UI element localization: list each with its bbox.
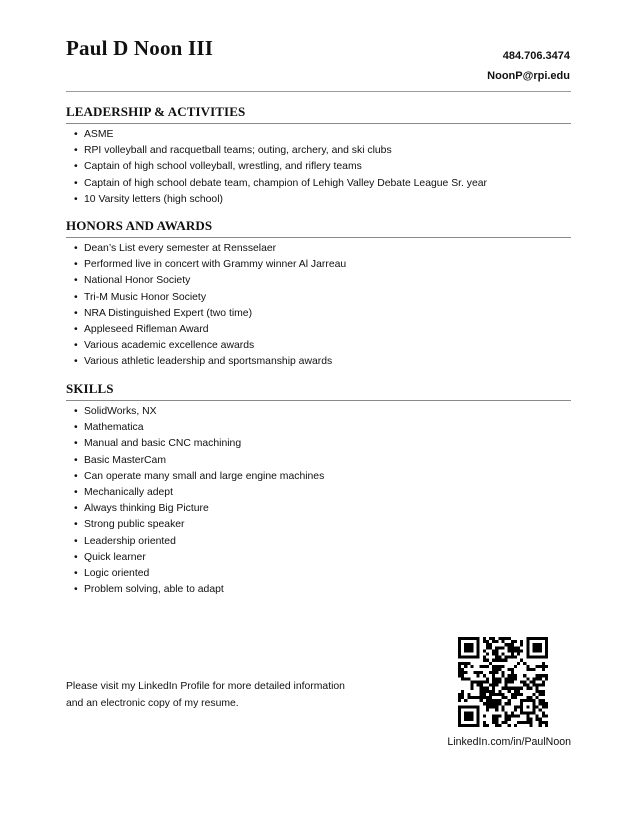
leadership-section [66,104,571,208]
skills-section [66,381,571,598]
skills-list-item: • Leadership oriented [74,534,571,550]
leadership-list-item: • Captain of high school debate team, champion of Lehigh Valley Debate League Sr. year [74,176,571,192]
honors-list-item: • National Honor Society [74,273,571,289]
skills-list-item: • Manual and basic CNC machining [74,436,571,452]
honors-list-item: • NRA Distinguished Expert (two time) [74,306,571,322]
linkedin-url[interactable]: LinkedIn.com/in/PaulNoon [447,736,571,748]
honors-list-item: • Performed live in concert with Grammy winner Al Jarreau [74,257,571,273]
skills-list [66,404,571,598]
leadership-list [66,127,571,208]
honors-list-item: • Various academic excellence awards [74,338,571,354]
skills-list-item: • Mathematica [74,420,571,436]
honors-heading: HONORS AND AWARDS [66,218,571,238]
skills-list-item: • Quick learner [74,550,571,566]
honors-list-item: • Dean’s List every semester at Rensselaer [74,241,571,257]
leadership-list-item: • 10 Varsity letters (high school) [74,192,571,208]
honors-list-item: • Tri-M Music Honor Society [74,290,571,306]
linkedin-note [66,678,345,712]
leadership-list-item: • RPI volleyball and racquetball teams; outing, archery, and ski clubs [74,143,571,159]
skills-heading: SKILLS [66,381,571,401]
skills-list-item: • Problem solving, able to adapt [74,582,571,598]
leadership-list-item: • ASME [74,127,571,143]
phone-number: 484.706.3474 [502,50,570,62]
skills-list-item: • Mechanically adept [74,485,571,501]
honors-list-item: • Various athletic leadership and sportsmanship awards [74,354,571,370]
header-divider [66,91,571,92]
skills-list-item: • Strong public speaker [74,517,571,533]
skills-list-item: • Can operate many small and large engine machines [74,469,571,485]
leadership-list-item: • Captain of high school volleyball, wrestling, and riflery teams [74,159,571,175]
qr-code-icon[interactable] [458,637,548,727]
skills-list-item: • SolidWorks, NX [74,404,571,420]
resume-name: Paul D Noon III [66,36,214,60]
contact-block [487,46,570,86]
skills-list-item: • Logic oriented [74,566,571,582]
linkedin-note-line-2: and an electronic copy of my resume. [66,698,239,709]
skills-list-item: • Basic MasterCam [74,453,571,469]
honors-list-item: • Appleseed Rifleman Award [74,322,571,338]
honors-list [66,241,571,371]
email-address[interactable]: NoonP@rpi.edu [487,70,570,82]
leadership-heading: LEADERSHIP & ACTIVITIES [66,104,571,124]
skills-list-item: • Always thinking Big Picture [74,501,571,517]
honors-section [66,218,571,371]
linkedin-note-line-1: Please visit my LinkedIn Profile for more detailed information [66,681,345,692]
